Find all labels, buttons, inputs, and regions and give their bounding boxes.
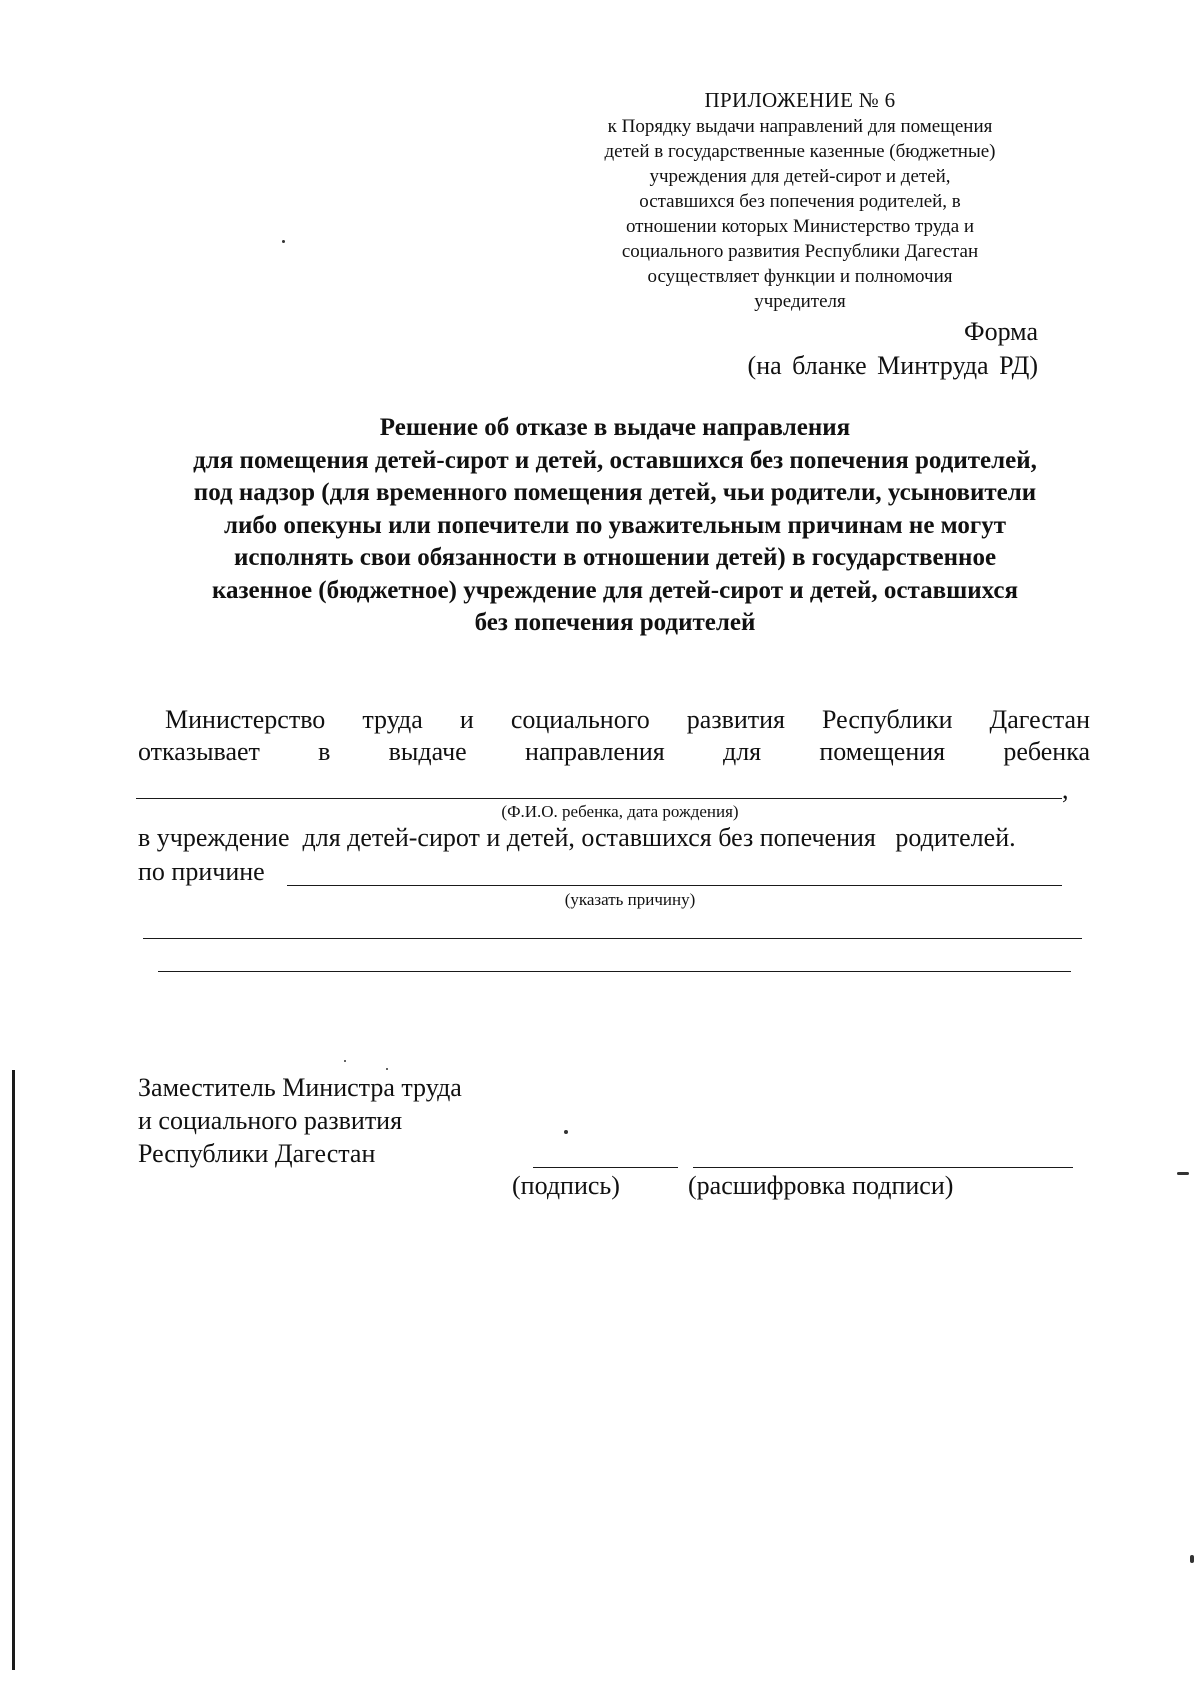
scan-speck: [1177, 1172, 1189, 1175]
appendix-line: учреждения для детей-сирот и детей,: [649, 166, 951, 187]
scan-speck: [282, 240, 285, 243]
appendix-line: учредителя: [754, 291, 846, 312]
heading-line: казенное (бюджетное) учреждение для детей-сирот и детей, оставшихся: [211, 576, 1019, 604]
appendix-line: осуществляет функции и полномочия: [647, 266, 953, 287]
reason-field-line-2: [143, 938, 1082, 939]
heading-line: без попечения родителей: [474, 609, 756, 636]
signature-decode-caption: (расшифровка подписи): [688, 1171, 954, 1200]
scan-speck: [1190, 1555, 1194, 1563]
heading-line: под надзор (для временного помещения детей, чьи родители, усыновители: [193, 479, 1037, 506]
appendix-line: оставшихся без попечения родителей, в: [639, 191, 961, 212]
reason-field-line: [287, 885, 1062, 886]
appendix-line: отношении которых Министерство труда и: [625, 216, 975, 237]
appendix-line: детей в государственные казенные (бюджетные): [604, 141, 996, 162]
signatory-position-line: Заместитель Министра труда: [138, 1073, 462, 1102]
signature-caption: (подпись): [512, 1171, 620, 1200]
form-note: (на бланке Минтруда РД): [747, 351, 1038, 380]
reason-caption: (указать причину): [564, 890, 696, 909]
signatory-position-line: Республики Дагестан: [138, 1139, 376, 1168]
decision-heading: [125, 412, 1105, 640]
heading-line: Решение об отказе в выдаче направления: [379, 414, 851, 441]
appendix-line: социального развития Республики Дагестан: [621, 241, 979, 262]
heading-line: для помещения детей-сирот и детей, оставшихся без попечения родителей,: [193, 446, 1037, 474]
scan-edge-line: [12, 1070, 15, 1670]
signature-field-line: [533, 1167, 678, 1168]
signatory-position-line: и социального развития: [138, 1106, 403, 1135]
appendix-block: [560, 86, 1040, 314]
child-name-field-line: [136, 798, 1062, 799]
heading-line: исполнять свои обязанности в отношении детей) в государственное: [233, 544, 997, 571]
form-label: Форма: [964, 317, 1038, 346]
scan-speck: [344, 1060, 346, 1062]
reason-field-line-3: [158, 971, 1071, 972]
heading-line: либо опекуны или попечители по уважительным причинам не могут: [224, 511, 1006, 539]
scan-speck: [564, 1130, 568, 1134]
scan-speck: [386, 1068, 388, 1070]
child-name-comma: ,: [1062, 775, 1069, 804]
appendix-title: ПРИЛОЖЕНИЕ № 6: [704, 88, 896, 112]
body-line-refuses: отказывает в выдаче направления для помещения ребенка: [138, 737, 1090, 766]
child-name-caption: (Ф.И.О. ребенка, дата рождения): [501, 802, 739, 821]
signature-decode-field-line: [693, 1167, 1073, 1168]
body-line-ministry: Министерство труда и социального развития Республики Дагестан: [165, 705, 1090, 734]
appendix-line: к Порядку выдачи направлений для помещения: [607, 116, 993, 137]
reason-label: по причине: [138, 857, 265, 886]
body-line-institution: в учреждение для детей-сирот и детей, оставшихся без попечения родителей.: [138, 823, 1016, 852]
